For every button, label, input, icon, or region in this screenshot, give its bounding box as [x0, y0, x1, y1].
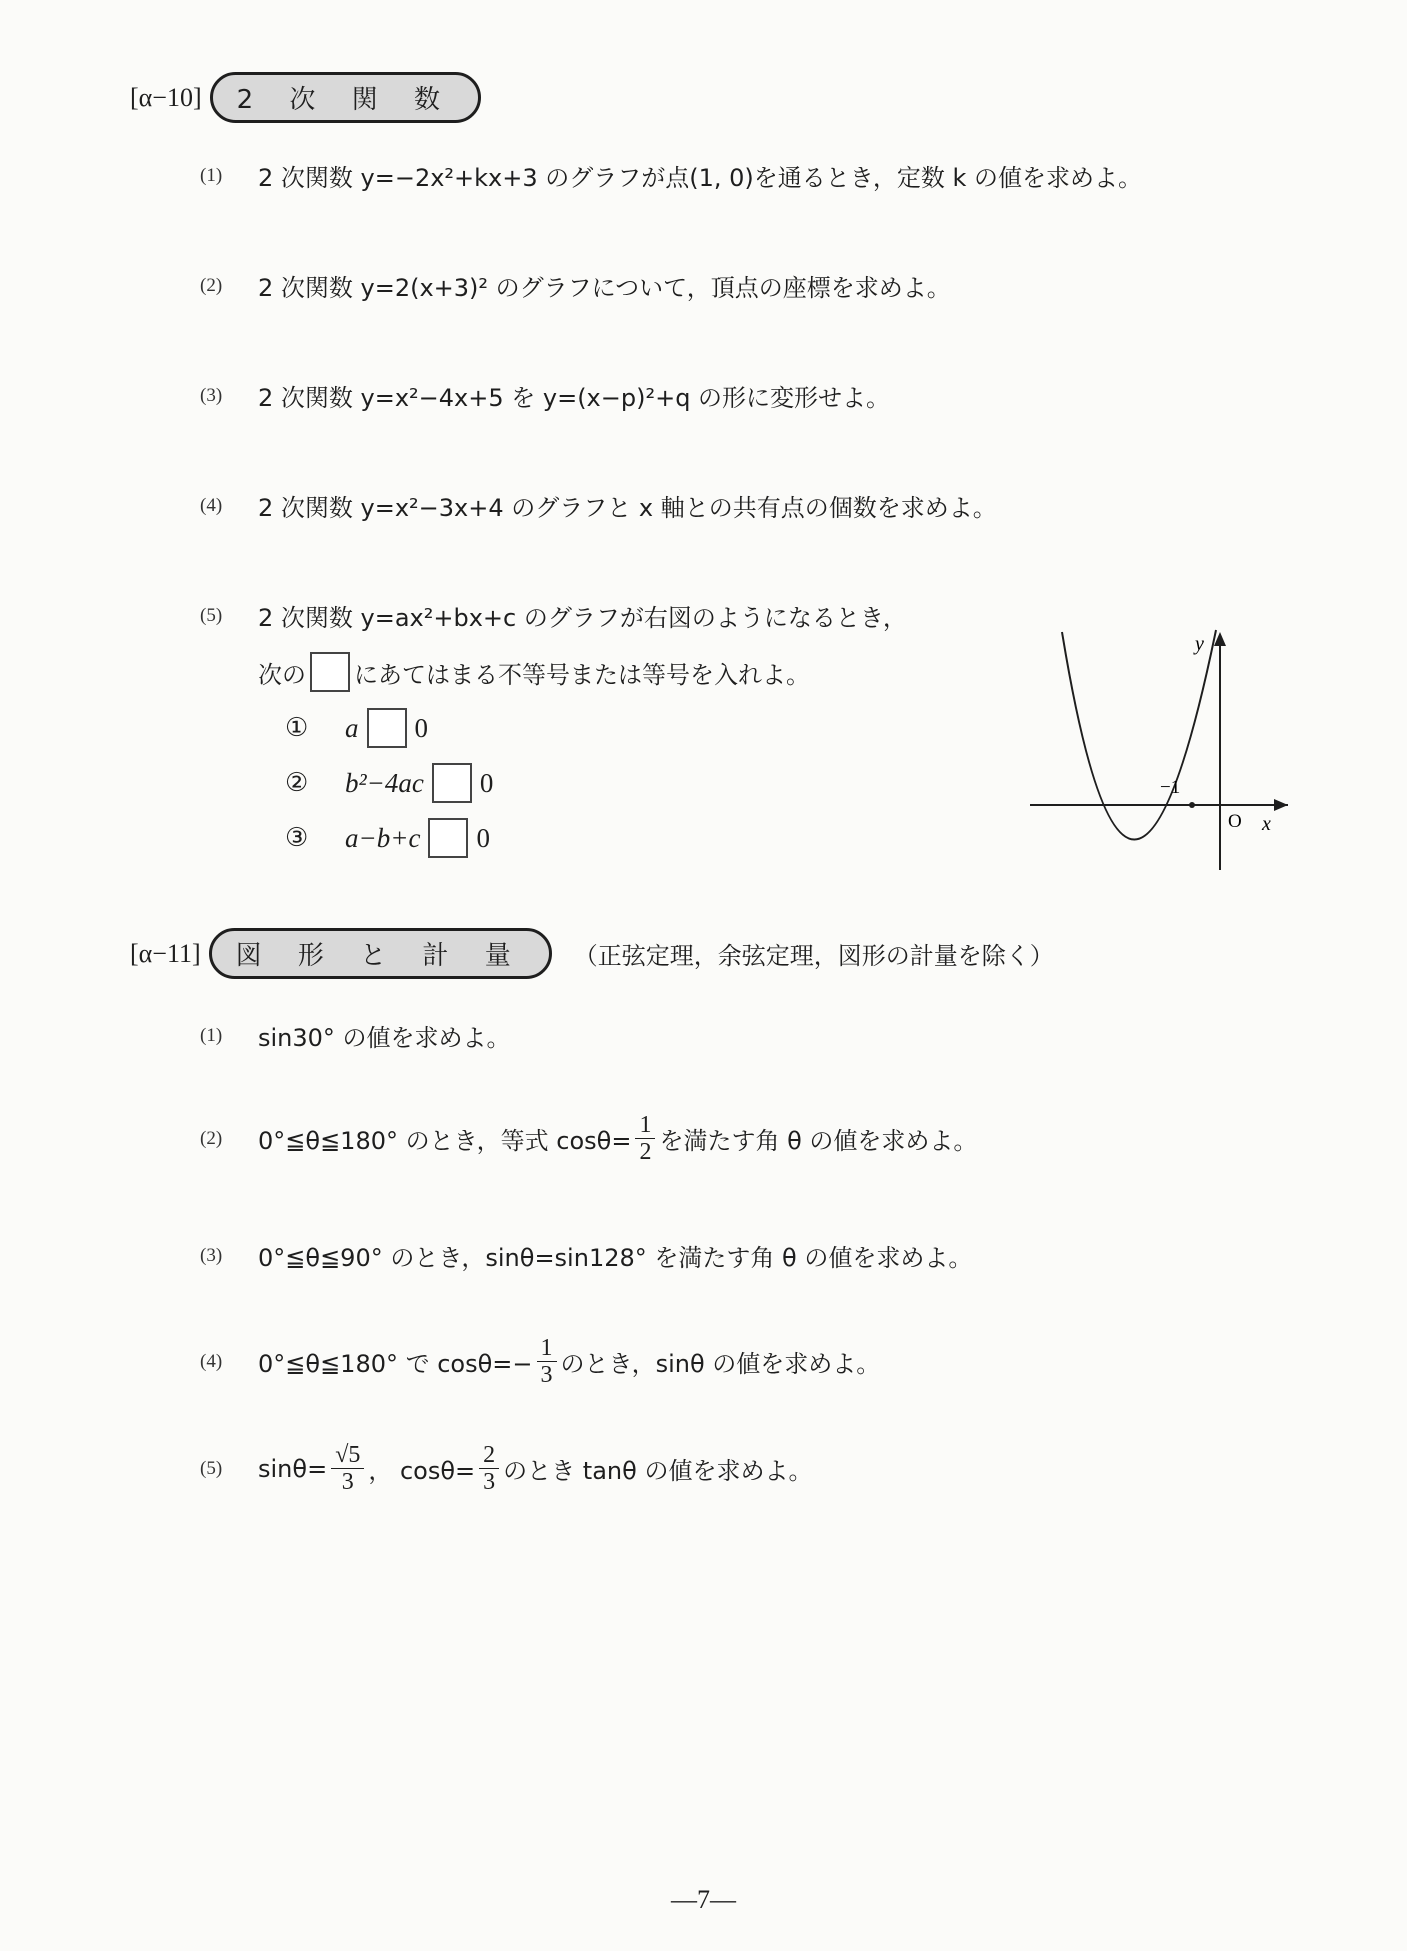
fraction: $\frac{1}{2}$ — [635, 1112, 655, 1166]
answer-box — [367, 708, 407, 748]
question-1: (1) sin30° の値を求めよ。 — [200, 1018, 511, 1053]
question-text: 2 次関数 y=−2x²+kx+3 のグラフが点(1, 0)を通るとき，定数 k の値を求めよ。 — [258, 164, 1142, 192]
answer-box — [432, 763, 472, 803]
tick-label: −1 — [1160, 777, 1181, 798]
question-1: (1) 2 次関数 y=−2x²+kx+3 のグラフが点(1, 0)を通るとき，定数 k の値を求めよ。 — [200, 158, 1142, 193]
sub-item-3: ③ a−b+c 0 — [285, 818, 494, 858]
x-label: x — [1262, 813, 1271, 835]
question-2: (2) 2 次関数 y=2(x+3)² のグラフについて，頂点の座標を求めよ。 — [200, 268, 951, 303]
section-title-pill: 図 形 と 計 量 — [209, 928, 552, 979]
section-header-trigonometry — [130, 928, 1054, 979]
question-text: 2 次関数 y=2(x+3)² のグラフについて，頂点の座標を求めよ。 — [258, 274, 951, 302]
fraction: $\frac{2}{3}$ — [479, 1442, 499, 1496]
question-4: (4) 0°≦θ≦180° で cosθ=− $\frac{1}{3}$ のとき，sinθ の値を求めよ。 — [200, 1335, 881, 1389]
answer-box — [310, 652, 350, 692]
fraction: $\frac{√5}{3}$ — [331, 1442, 364, 1496]
question-text: 2 次関数 y=x²−4x+5 を y=(x−p)²+q の形に変形せよ。 — [258, 384, 891, 412]
x-axis-arrow — [1274, 799, 1288, 811]
sub-item-1: ① a 0 — [285, 708, 432, 748]
section-title-pill: 2 次 関 数 — [210, 72, 481, 123]
fraction: $\frac{1}{3}$ — [537, 1335, 557, 1389]
question-text: 0°≦θ≦90° のとき，sinθ=sin128° を満たす角 θ の値を求めよ。 — [258, 1244, 973, 1272]
question-2: (2) 0°≦θ≦180° のとき，等式 cosθ= $\frac{1}{2}$ を満たす角 θ の値を求めよ。 — [200, 1112, 978, 1166]
question-text: sin30° の値を求めよ。 — [258, 1024, 511, 1052]
question-5-instruction: 次の にあてはまる不等号または等号を入れよ。 — [258, 652, 810, 692]
page-number: —7— — [671, 1885, 736, 1914]
question-3: (3) 0°≦θ≦90° のとき，sinθ=sin128° を満たす角 θ の値を求めよ。 — [200, 1238, 972, 1273]
y-label: y — [1195, 633, 1204, 655]
question-5: (5) sinθ= $\frac{√5}{3}$ ， cosθ= $\frac{2}{3}$ のとき tanθ の値を求めよ。 — [200, 1442, 813, 1496]
question-4: (4) 2 次関数 y=x²−3x+4 のグラフと x 軸との共有点の個数を求めよ。 — [200, 488, 997, 523]
root-point — [1189, 802, 1195, 808]
sub-item-2: ② b²−4ac 0 — [285, 763, 497, 803]
origin-label: O — [1228, 811, 1242, 832]
parabola-graph — [1030, 630, 1270, 890]
question-5: (5) 2 次関数 y=ax²+bx+c のグラフが右図のようになるとき， — [200, 598, 907, 633]
section-code: [α−10] — [130, 82, 202, 112]
question-text: 2 次関数 y=x²−3x+4 のグラフと x 軸との共有点の個数を求めよ。 — [258, 494, 997, 522]
section-code: [α−11] — [130, 938, 201, 968]
answer-box — [428, 818, 468, 858]
section-header-quadratic — [130, 72, 481, 123]
question-3: (3) 2 次関数 y=x²−4x+5 を y=(x−p)²+q の形に変形せよ。 — [200, 378, 890, 413]
section-note: （正弦定理，余弦定理，図形の計量を除く） — [573, 942, 1054, 970]
parabola-curve — [1062, 630, 1216, 840]
question-text: 2 次関数 y=ax²+bx+c のグラフが右図のようになるとき， — [258, 604, 907, 632]
